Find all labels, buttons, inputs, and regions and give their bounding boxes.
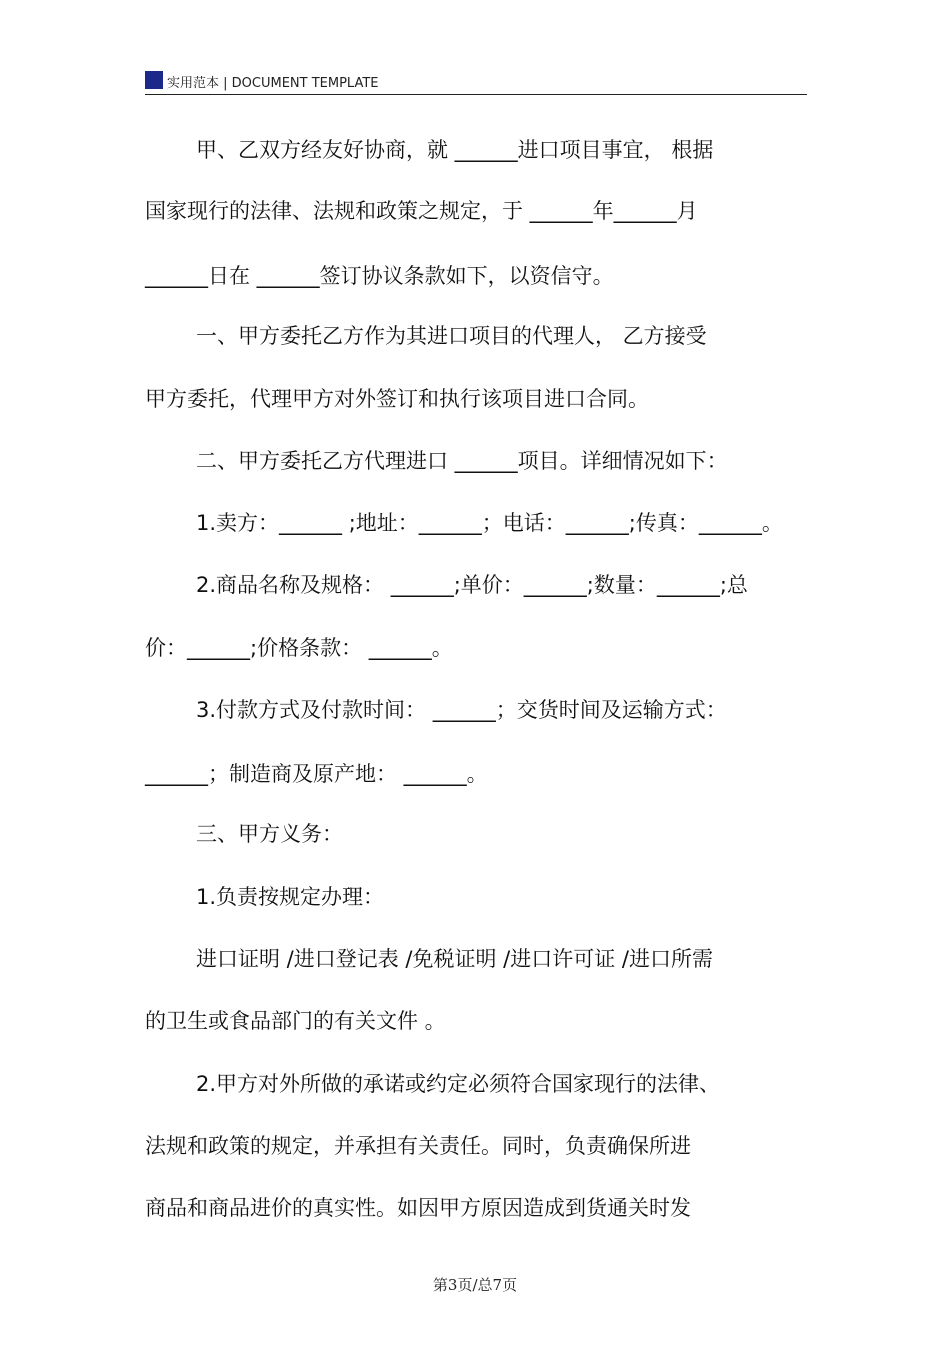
paragraph-line: 一、甲方委托乙方作为其进口项目的代理人， 乙方接受 <box>196 324 707 348</box>
paragraph-line: 商品和商品进价的真实性。如因甲方原因造成到货通关时发 <box>145 1196 691 1220</box>
paragraph-line: 二、甲方委托乙方代理进口 ______项目。详细情况如下： <box>196 449 728 473</box>
paragraph-line: 国家现行的法律、法规和政策之规定，于 ______年______月 <box>145 199 698 223</box>
paragraph-line: 2.甲方对外所做的承诺或约定必须符合国家现行的法律、 <box>196 1072 721 1096</box>
page-header <box>145 68 807 95</box>
paragraph-line: 1.负责按规定办理： <box>196 885 385 909</box>
paragraph-line: 甲、乙双方经友好协商，就 ______进口项目事宜， 根据 <box>196 138 714 162</box>
paragraph-line: ______日在 ______签订协议条款如下，以资信守。 <box>145 264 614 288</box>
paragraph-line: 进口证明 /进口登记表 /免税证明 /进口许可证 /进口所需 <box>196 947 713 971</box>
page-number: 第3页/总7页 <box>432 1276 518 1294</box>
header-text: 实用范本 | DOCUMENT TEMPLATE <box>167 76 379 91</box>
paragraph-line: 3.付款方式及付款时间： ______；交货时间及运输方式： <box>196 698 727 722</box>
paragraph-line: 甲方委托，代理甲方对外签订和执行该项目进口合同。 <box>145 387 649 411</box>
square-logo-icon <box>145 71 163 89</box>
paragraph-line: 2.商品名称及规格： ______;单价：______;数量：______;总 <box>196 573 748 597</box>
paragraph-line: 价：______;价格条款： ______。 <box>145 636 453 660</box>
paragraph-line: 的卫生或食品部门的有关文件 。 <box>145 1009 446 1033</box>
paragraph-line: ______；制造商及原产地： ______。 <box>145 762 488 786</box>
paragraph-line: 1.卖方：______ ;地址：______；电话：______;传真：______。 <box>196 511 783 535</box>
section-heading: 三、甲方义务： <box>196 822 343 846</box>
paragraph-line: 法规和政策的规定，并承担有关责任。同时，负责确保所进 <box>145 1134 691 1158</box>
